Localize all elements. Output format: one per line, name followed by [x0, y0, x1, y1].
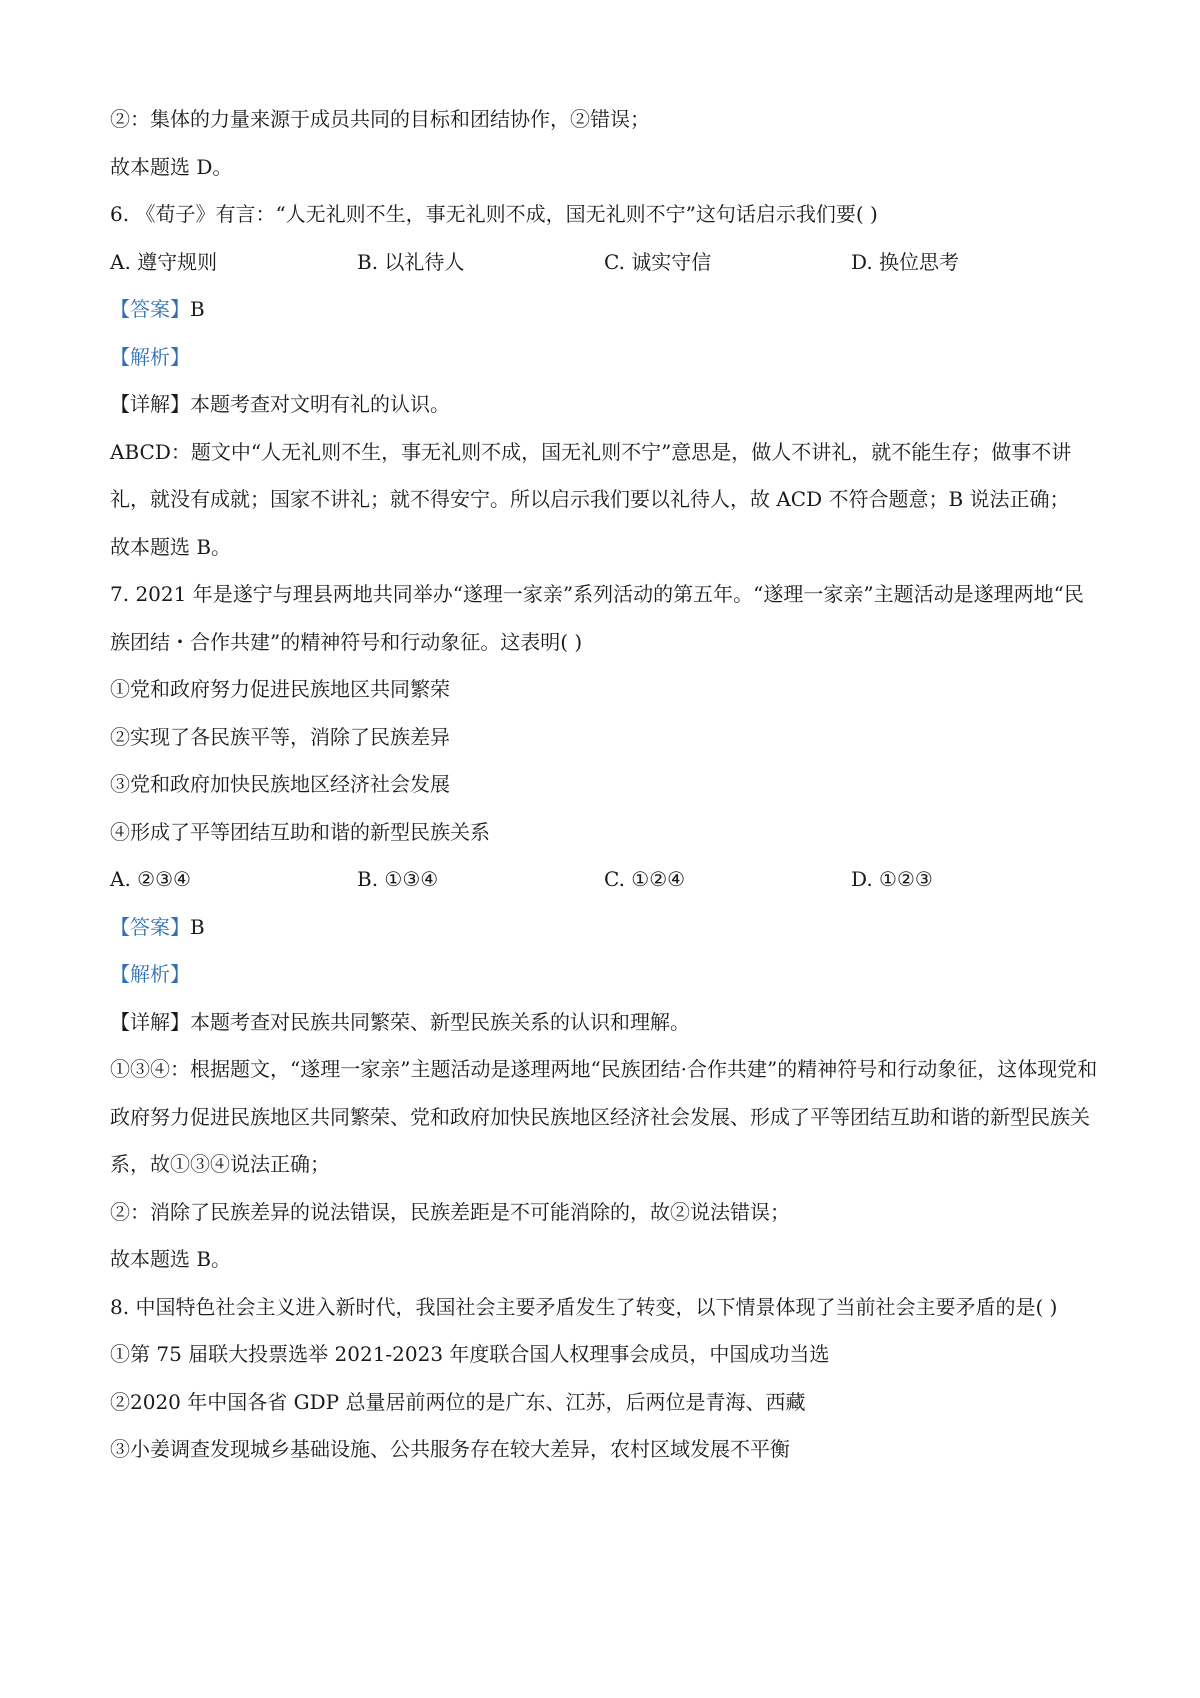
detail-text: 本题考查对文明有礼的认识。: [190, 392, 450, 416]
detail-tag: 【详解】: [110, 392, 190, 416]
q7-option-c: C. ①②④: [604, 867, 686, 891]
q6-answer: [110, 286, 1100, 334]
q7-option-b: B. ①③④: [357, 867, 439, 891]
q6-option-d: D. 换位思考: [851, 249, 960, 274]
q6-option-c: C. 诚实守信: [604, 249, 712, 274]
q6-explanation: ABCD：题文中“人无礼则不生，事无礼则不成，国无礼则不宁”意思是，做人不讲礼，就不能生存；做事不讲礼，就没有成就；国家不讲礼；就不得安宁。所以启示我们要以礼待人，故 ACD 不符合题意；B 说法正确；: [110, 439, 1072, 511]
answer-value: B: [190, 297, 205, 321]
q7-option-d: D. ①②③: [851, 867, 933, 891]
q7-item-2: ②实现了各民族平等，消除了民族差异: [110, 724, 450, 749]
q8-item-2: ②2020 年中国各省 GDP 总量居前两位的是广东、江苏，后两位是青海、西藏: [110, 1389, 806, 1414]
q7-item-4: ④形成了平等团结互助和谐的新型民族关系: [110, 819, 490, 844]
q6-options: [110, 239, 1100, 287]
q7-analysis-tag: 【解析】: [110, 962, 190, 986]
q6-option-b: B. 以礼待人: [357, 249, 465, 274]
q7-answer: [110, 904, 1100, 952]
q6-detail: [110, 381, 1100, 429]
q8-item-1: ①第 75 届联大投票选举 2021-2023 年度联合国人权理事会成员，中国成功当选: [110, 1342, 830, 1366]
q7-item-3: ③党和政府加快民族地区经济社会发展: [110, 772, 450, 796]
answer-tag: 【答案】: [110, 297, 190, 321]
q7-explanation-2: ②：消除了民族差异的说法错误，民族差距是不可能消除的，故②说法错误；: [110, 1199, 790, 1224]
q8-item-3: ③小姜调查发现城乡基础设施、公共服务存在较大差异，农村区域发展不平衡: [110, 1437, 790, 1461]
document-page: [110, 96, 1100, 1474]
q7-explanation-1: ①③④：根据题文，“遂理一家亲”主题活动是遂理两地“民族团结·合作共建”的精神符号和行动象征，这体现党和政府努力促进民族地区共同繁荣、党和政府加快民族地区经济社会发展、形成了平等团结互助和谐的新型民族关系，故①③④说法正确；: [110, 1057, 1098, 1176]
q7-conclusion: 故本题选 B。: [110, 1247, 232, 1271]
q7-option-a: A. ②③④: [110, 867, 191, 891]
q6-stem: 6. 《荀子》有言：“人无礼则不生，事无礼则不成，国无礼则不宁”这句话启示我们要( ): [110, 202, 878, 226]
q8-stem: 8. 中国特色社会主义进入新时代，我国社会主要矛盾发生了转变，以下情景体现了当前社会主要矛盾的是( ): [110, 1294, 1058, 1319]
q6-conclusion: 故本题选 B。: [110, 534, 232, 559]
q7-detail: [110, 999, 1100, 1047]
answer-value: B: [190, 914, 205, 939]
answer-tag: 【答案】: [110, 914, 190, 939]
q6-option-a: A. 遵守规则: [110, 249, 218, 274]
detail-text: 本题考查对民族共同繁荣、新型民族关系的认识和理解。: [190, 1009, 690, 1034]
q7-item-1: ①党和政府努力促进民族地区共同繁荣: [110, 677, 450, 701]
q5-conclusion: 故本题选 D。: [110, 154, 233, 179]
detail-tag: 【详解】: [110, 1009, 190, 1034]
q7-stem: 7. 2021 年是遂宁与理县两地共同举办“遂理一家亲”系列活动的第五年。“遂理一家亲”主题活动是遂理两地“民族团结・合作共建”的精神符号和行动象征。这表明( ): [110, 582, 1084, 654]
q6-analysis-tag: 【解析】: [110, 344, 190, 369]
q5-analysis-line: ②：集体的力量来源于成员共同的目标和团结协作，②错误；: [110, 107, 650, 131]
q7-options: [110, 856, 1100, 904]
